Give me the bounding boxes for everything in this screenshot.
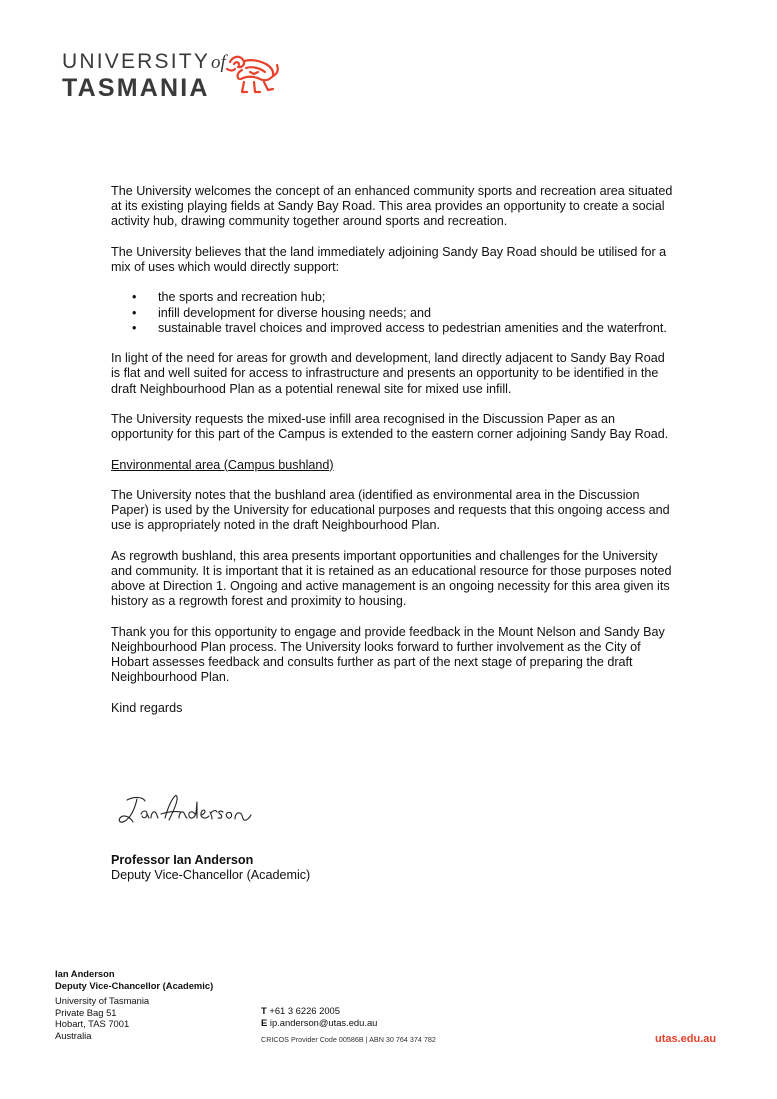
footer-address-line: Private Bag 51 bbox=[55, 1006, 117, 1018]
footer-contact-block bbox=[261, 1005, 377, 1028]
paragraph-thanks: Thank you for this opportunity to engage and provide feedback in the Mount Nelson and Sandy Bay Neighbourhood Plan process. The University looks forward to further involvement as the City of Hobart assesses feedback and consults further as part of the next stage of preparing the draft Neighbourhood Plan. bbox=[111, 624, 665, 685]
footer-address-line: University of Tasmania bbox=[55, 995, 150, 1007]
bullet-list bbox=[111, 290, 677, 336]
closing: Kind regards bbox=[111, 700, 183, 715]
paragraph-land-use: The University believes that the land immediately adjoining Sandy Bay Road should be utilised for a mix of uses which would directly support: bbox=[111, 244, 667, 274]
paragraph-infill-request: The University requests the mixed-use infill area recognised in the Discussion Paper as an opportunity for this part of the Campus is extended to the eastern corner adjoining Sandy Bay Road. bbox=[111, 411, 669, 442]
signatory-title: Deputy Vice-Chancellor (Academic) bbox=[111, 868, 311, 882]
paragraph-regrowth: As regrowth bushland, this area presents important opportunities and challenges for the University and community. It is important that it is retained as an educational resource for those purposes noted above at Direction 1. Ongoing and active management is an ongoing necessity for this area given its history as a regrowth forest and proximity to housing. bbox=[111, 548, 672, 609]
footer-address-line: Hobart, TAS 7001 bbox=[55, 1018, 130, 1030]
university-logo bbox=[62, 50, 292, 100]
signatory-name: Professor Ian Anderson bbox=[111, 853, 254, 867]
footer-email[interactable]: E ip.anderson@utas.edu.au bbox=[261, 1016, 378, 1028]
footer-cricos: CRICOS Provider Code 00586B | ABN 30 764 374 782 bbox=[261, 1035, 436, 1044]
list-item: • sustainable travel choices and improved access to pedestrian amenities and the waterfront. bbox=[111, 321, 677, 336]
paragraph-growth: In light of the need for areas for growth and development, land directly adjacent to Sandy Bay Road is flat and well suited for access to infrastructure and presents an opportunity to be identified in the draft Neighbourhood Plan as a potential renewal site for mixed use infill. bbox=[111, 351, 665, 396]
handwritten-signature bbox=[113, 790, 263, 838]
footer-address-line: Australia bbox=[55, 1029, 92, 1041]
paragraph-sports-hub: The University welcomes the concept of an enhanced community sports and recreation area situated at its existing playing fields at Sandy Bay Road. This area provides an opportunity to create a social activity hub, drawing community together around sports and recreation. bbox=[111, 184, 673, 229]
letter-body bbox=[111, 184, 677, 731]
lion-emblem-icon bbox=[224, 52, 282, 98]
section-heading: Environmental area (Campus bushland) bbox=[111, 457, 334, 472]
paragraph-bushland: The University notes that the bushland area (identified as environmental area in the Discussion Paper) is used by the University for educational purposes and requests that this ongoing access and use is appropriately noted in the draft Neighbourhood Plan. bbox=[111, 487, 670, 533]
logo-text-tasmania: TASMANIA bbox=[62, 74, 210, 102]
footer-role: Deputy Vice-Chancellor (Academic) bbox=[55, 979, 214, 991]
footer-name: Ian Anderson bbox=[55, 968, 115, 979]
footer-website-link[interactable]: utas.edu.au bbox=[655, 1033, 717, 1045]
footer-phone: T +61 3 6226 2005 bbox=[261, 1005, 340, 1016]
footer-address-block bbox=[55, 968, 213, 1042]
list-item: • infill development for diverse housing needs; and bbox=[111, 306, 677, 321]
logo-text-university: UNIVERSITYof bbox=[62, 50, 226, 73]
list-item: • the sports and recreation hub; bbox=[111, 290, 677, 305]
